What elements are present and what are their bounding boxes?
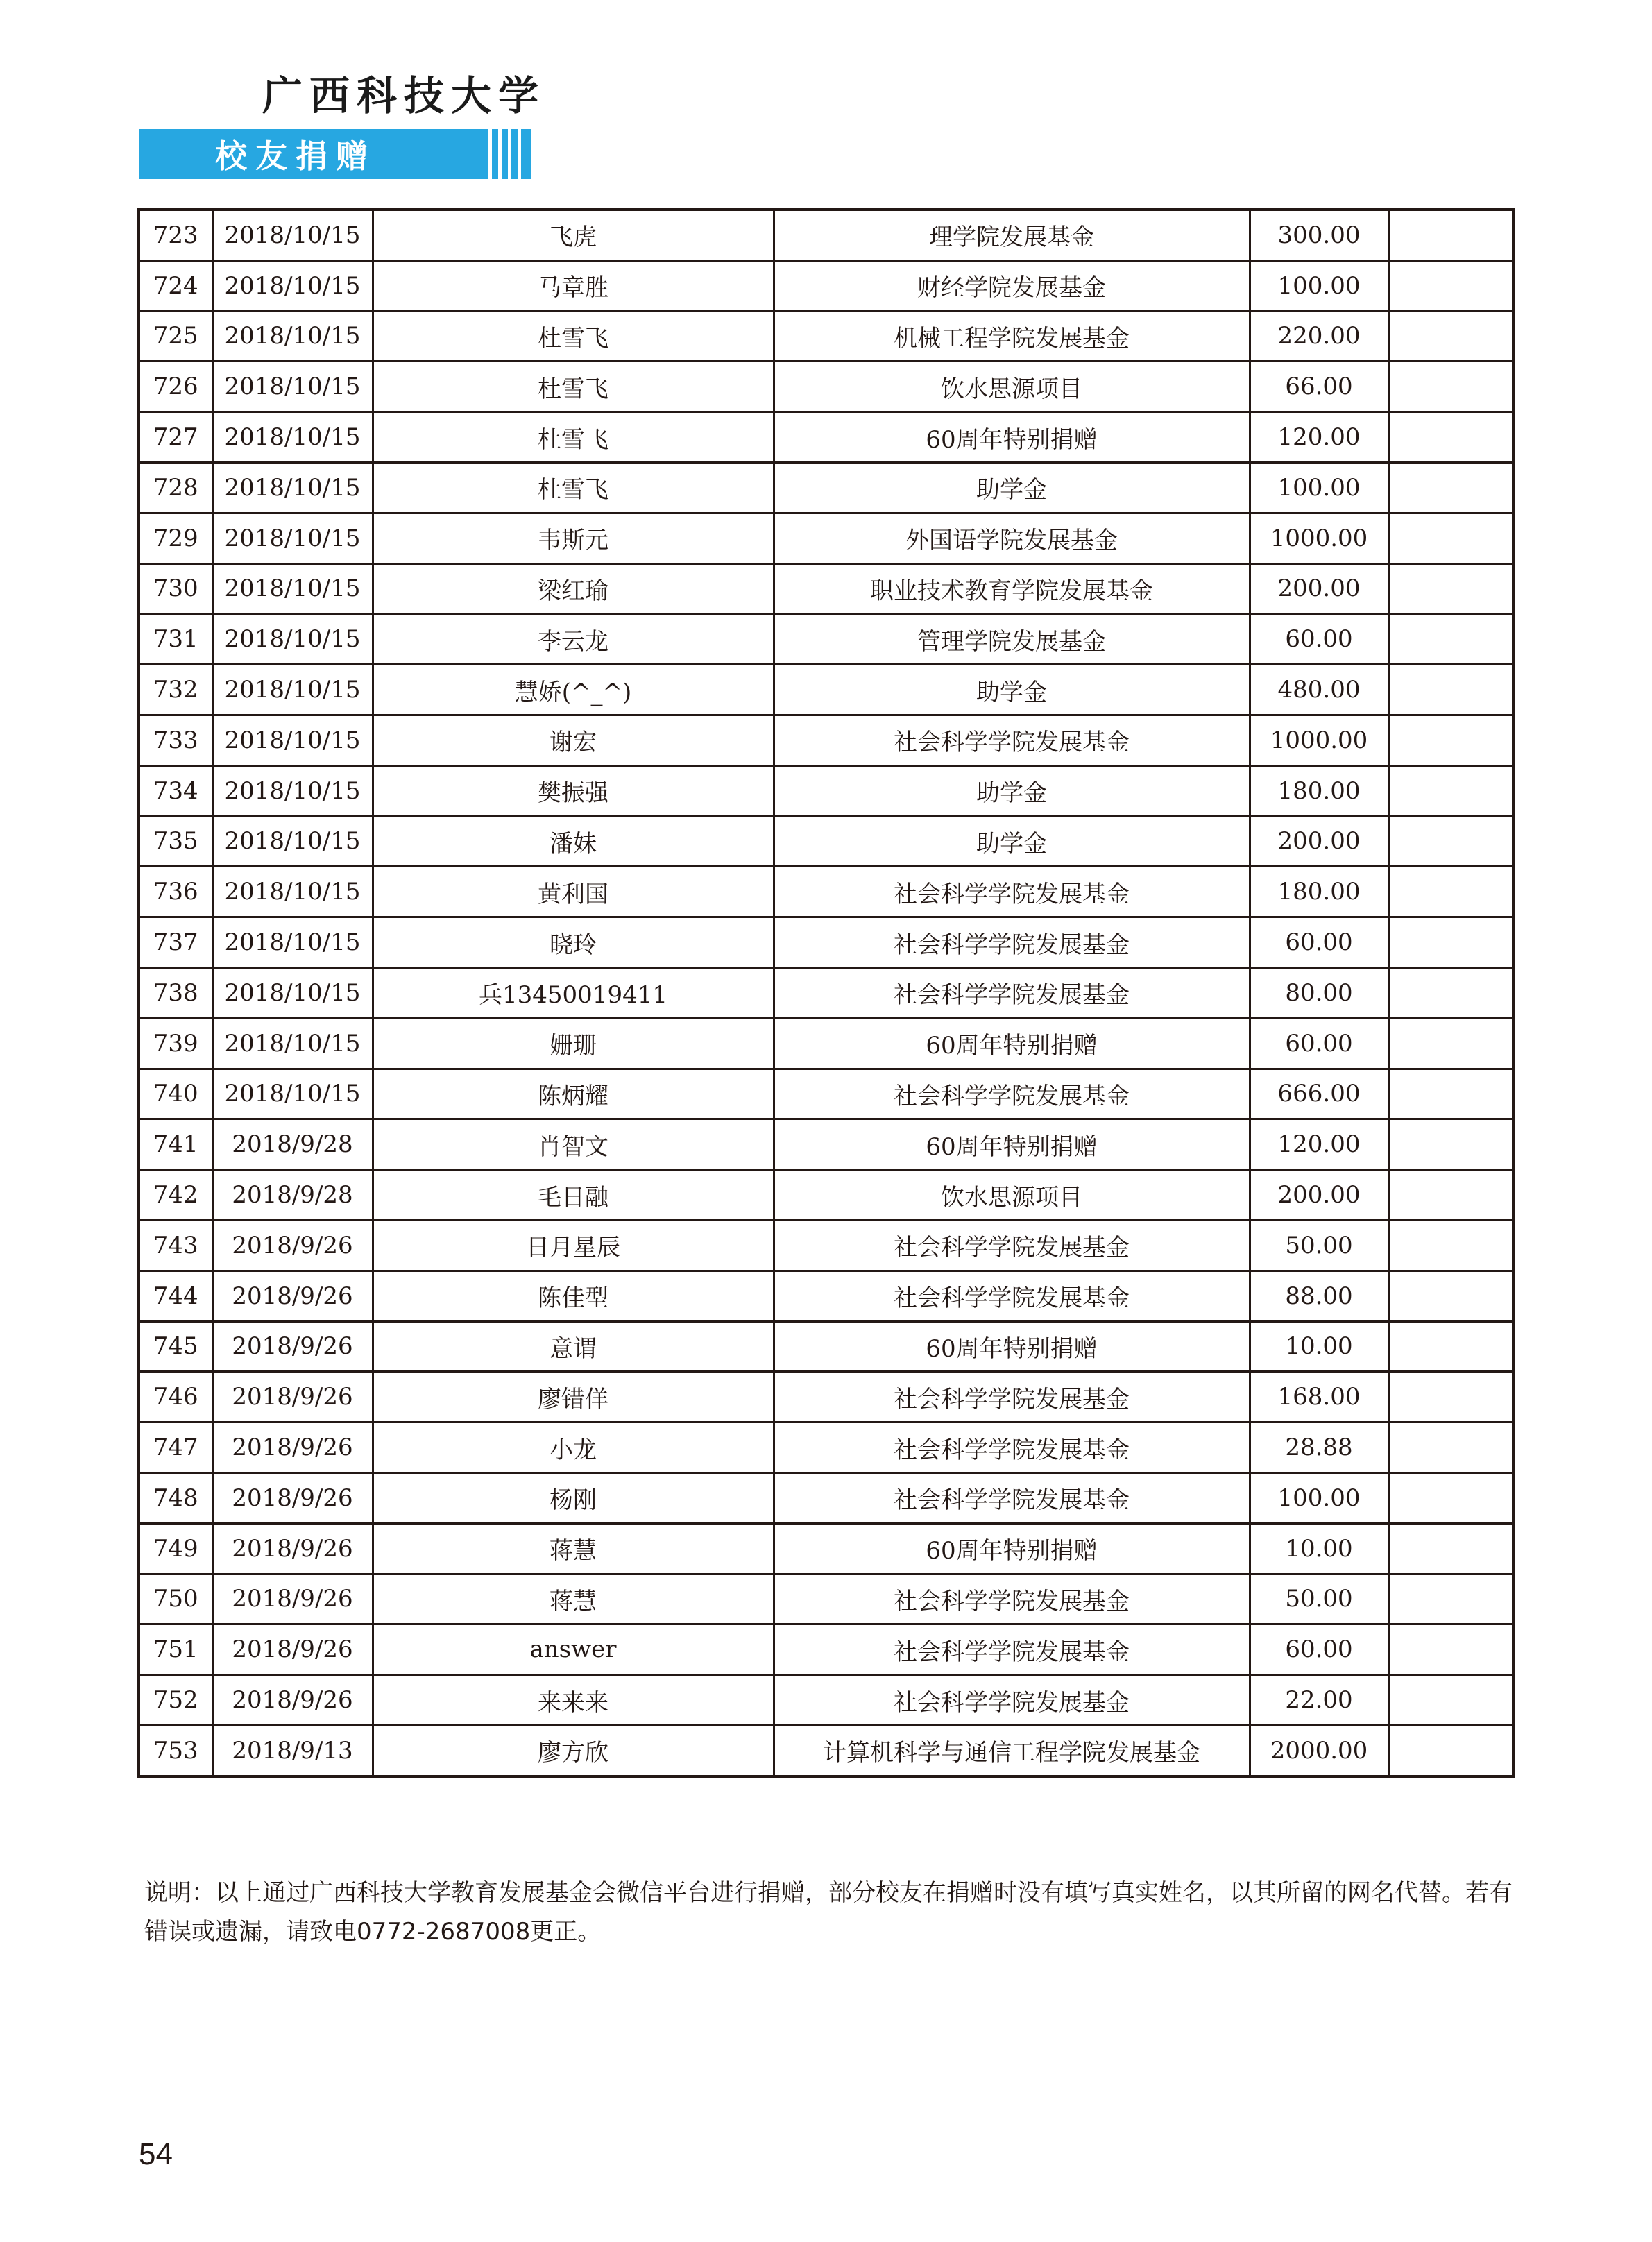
table-row xyxy=(139,1170,1513,1221)
remark-cell xyxy=(1388,412,1513,463)
fund-cell: 管理学院发展基金 xyxy=(774,614,1250,665)
amount-cell: 10.00 xyxy=(1250,1321,1388,1372)
remark-cell xyxy=(1388,1725,1513,1776)
table-row xyxy=(139,1069,1513,1119)
table-row xyxy=(139,1472,1513,1523)
serial-cell: 744 xyxy=(139,1271,212,1321)
donor-cell: 廖方欣 xyxy=(373,1725,774,1776)
date-cell: 2018/9/26 xyxy=(212,1675,373,1726)
fund-cell: 机械工程学院发展基金 xyxy=(774,311,1250,362)
serial-cell: 738 xyxy=(139,967,212,1018)
date-cell: 2018/9/26 xyxy=(212,1574,373,1624)
donor-cell: 潘妹 xyxy=(373,816,774,867)
amount-cell: 10.00 xyxy=(1250,1523,1388,1574)
fund-cell: 社会科学学院发展基金 xyxy=(774,1574,1250,1624)
serial-cell: 723 xyxy=(139,210,212,260)
amount-cell: 480.00 xyxy=(1250,665,1388,715)
fund-cell: 外国语学院发展基金 xyxy=(774,513,1250,563)
serial-cell: 737 xyxy=(139,917,212,968)
amount-cell: 120.00 xyxy=(1250,412,1388,463)
fund-cell: 职业技术教育学院发展基金 xyxy=(774,563,1250,614)
section-title: 校友捐赠 xyxy=(215,137,376,175)
serial-cell: 747 xyxy=(139,1423,212,1473)
donor-cell: 黄利国 xyxy=(373,867,774,917)
amount-cell: 66.00 xyxy=(1250,362,1388,412)
donor-cell: 杜雪飞 xyxy=(373,362,774,412)
remark-cell xyxy=(1388,765,1513,816)
date-cell: 2018/10/15 xyxy=(212,462,373,513)
remark-cell xyxy=(1388,1271,1513,1321)
remark-cell xyxy=(1388,563,1513,614)
table-row xyxy=(139,1271,1513,1321)
amount-cell: 1000.00 xyxy=(1250,715,1388,765)
date-cell: 2018/9/26 xyxy=(212,1624,373,1675)
table-row xyxy=(139,1523,1513,1574)
amount-cell: 100.00 xyxy=(1250,1472,1388,1523)
fund-cell: 60周年特别捐赠 xyxy=(774,1523,1250,1574)
serial-cell: 751 xyxy=(139,1624,212,1675)
date-cell: 2018/9/26 xyxy=(212,1220,373,1271)
date-cell: 2018/10/15 xyxy=(212,563,373,614)
table-row xyxy=(139,1321,1513,1372)
table-row xyxy=(139,462,1513,513)
remark-cell xyxy=(1388,614,1513,665)
remark-cell xyxy=(1388,462,1513,513)
donor-cell: 杜雪飞 xyxy=(373,311,774,362)
serial-cell: 731 xyxy=(139,614,212,665)
table-row xyxy=(139,1220,1513,1271)
remark-cell xyxy=(1388,816,1513,867)
fund-cell: 社会科学学院发展基金 xyxy=(774,715,1250,765)
amount-cell: 60.00 xyxy=(1250,614,1388,665)
amount-cell: 88.00 xyxy=(1250,1271,1388,1321)
amount-cell: 50.00 xyxy=(1250,1220,1388,1271)
fund-cell: 社会科学学院发展基金 xyxy=(774,1372,1250,1423)
serial-cell: 734 xyxy=(139,765,212,816)
donor-cell: 陈佳型 xyxy=(373,1271,774,1321)
serial-cell: 733 xyxy=(139,715,212,765)
donor-cell: 李云龙 xyxy=(373,614,774,665)
amount-cell: 50.00 xyxy=(1250,1574,1388,1624)
remark-cell xyxy=(1388,1472,1513,1523)
table-row xyxy=(139,765,1513,816)
date-cell: 2018/10/15 xyxy=(212,715,373,765)
remark-cell xyxy=(1388,1321,1513,1372)
donor-cell: 杨刚 xyxy=(373,1472,774,1523)
fund-cell: 社会科学学院发展基金 xyxy=(774,1624,1250,1675)
amount-cell: 1000.00 xyxy=(1250,513,1388,563)
remark-cell xyxy=(1388,1523,1513,1574)
fund-cell: 60周年特别捐赠 xyxy=(774,412,1250,463)
donor-cell: 杜雪飞 xyxy=(373,412,774,463)
table-row xyxy=(139,1574,1513,1624)
date-cell: 2018/10/15 xyxy=(212,765,373,816)
date-cell: 2018/9/28 xyxy=(212,1170,373,1221)
date-cell: 2018/10/15 xyxy=(212,513,373,563)
amount-cell: 22.00 xyxy=(1250,1675,1388,1726)
table-row xyxy=(139,715,1513,765)
remark-cell xyxy=(1388,1170,1513,1221)
date-cell: 2018/10/15 xyxy=(212,311,373,362)
table-row xyxy=(139,1119,1513,1170)
donor-cell: 蒋慧 xyxy=(373,1574,774,1624)
amount-cell: 180.00 xyxy=(1250,765,1388,816)
page-number: 54 xyxy=(139,2137,173,2171)
remark-cell xyxy=(1388,1423,1513,1473)
serial-cell: 728 xyxy=(139,462,212,513)
remark-cell xyxy=(1388,867,1513,917)
fund-cell: 社会科学学院发展基金 xyxy=(774,1069,1250,1119)
fund-cell: 社会科学学院发展基金 xyxy=(774,1423,1250,1473)
serial-cell: 748 xyxy=(139,1472,212,1523)
table-row xyxy=(139,917,1513,968)
amount-cell: 200.00 xyxy=(1250,1170,1388,1221)
amount-cell: 120.00 xyxy=(1250,1119,1388,1170)
fund-cell: 社会科学学院发展基金 xyxy=(774,1675,1250,1726)
date-cell: 2018/10/15 xyxy=(212,412,373,463)
serial-cell: 745 xyxy=(139,1321,212,1372)
fund-cell: 社会科学学院发展基金 xyxy=(774,1220,1250,1271)
donor-cell: 蒋慧 xyxy=(373,1523,774,1574)
date-cell: 2018/9/26 xyxy=(212,1321,373,1372)
serial-cell: 743 xyxy=(139,1220,212,1271)
table-row xyxy=(139,412,1513,463)
donation-table xyxy=(137,208,1515,1778)
date-cell: 2018/9/26 xyxy=(212,1523,373,1574)
remark-cell xyxy=(1388,362,1513,412)
donor-cell: 杜雪飞 xyxy=(373,462,774,513)
fund-cell: 60周年特别捐赠 xyxy=(774,1018,1250,1069)
donor-cell: 兵13450019411 xyxy=(373,967,774,1018)
university-title: 广西科技大学 xyxy=(262,72,546,119)
donor-cell: 廖错佯 xyxy=(373,1372,774,1423)
fund-cell: 财经学院发展基金 xyxy=(774,260,1250,311)
donor-cell: 谢宏 xyxy=(373,715,774,765)
amount-cell: 60.00 xyxy=(1250,917,1388,968)
amount-cell: 220.00 xyxy=(1250,311,1388,362)
donor-cell: 意谓 xyxy=(373,1321,774,1372)
remark-cell xyxy=(1388,513,1513,563)
table-row xyxy=(139,665,1513,715)
serial-cell: 750 xyxy=(139,1574,212,1624)
fund-cell: 社会科学学院发展基金 xyxy=(774,917,1250,968)
fund-cell: 社会科学学院发展基金 xyxy=(774,867,1250,917)
serial-cell: 742 xyxy=(139,1170,212,1221)
table-row xyxy=(139,1423,1513,1473)
remark-cell xyxy=(1388,1069,1513,1119)
donor-cell: 肖智文 xyxy=(373,1119,774,1170)
remark-cell xyxy=(1388,1119,1513,1170)
table-row xyxy=(139,1372,1513,1423)
donor-cell: 飞虎 xyxy=(373,210,774,260)
remark-cell xyxy=(1388,1624,1513,1675)
fund-cell: 60周年特别捐赠 xyxy=(774,1321,1250,1372)
date-cell: 2018/10/15 xyxy=(212,1069,373,1119)
date-cell: 2018/9/26 xyxy=(212,1423,373,1473)
amount-cell: 60.00 xyxy=(1250,1018,1388,1069)
amount-cell: 300.00 xyxy=(1250,210,1388,260)
amount-cell: 80.00 xyxy=(1250,967,1388,1018)
date-cell: 2018/10/15 xyxy=(212,967,373,1018)
date-cell: 2018/9/26 xyxy=(212,1271,373,1321)
date-cell: 2018/10/15 xyxy=(212,260,373,311)
donor-cell: 慧娇(^_^) xyxy=(373,665,774,715)
fund-cell: 社会科学学院发展基金 xyxy=(774,1271,1250,1321)
table-row xyxy=(139,1725,1513,1776)
date-cell: 2018/10/15 xyxy=(212,614,373,665)
section-banner xyxy=(139,129,531,179)
remark-cell xyxy=(1388,917,1513,968)
date-cell: 2018/9/28 xyxy=(212,1119,373,1170)
date-cell: 2018/9/13 xyxy=(212,1725,373,1776)
table-row xyxy=(139,362,1513,412)
donor-cell: 樊振强 xyxy=(373,765,774,816)
date-cell: 2018/9/26 xyxy=(212,1372,373,1423)
serial-cell: 752 xyxy=(139,1675,212,1726)
remark-cell xyxy=(1388,1018,1513,1069)
date-cell: 2018/10/15 xyxy=(212,1018,373,1069)
remark-cell xyxy=(1388,715,1513,765)
fund-cell: 助学金 xyxy=(774,765,1250,816)
serial-cell: 749 xyxy=(139,1523,212,1574)
donor-cell: 来来来 xyxy=(373,1675,774,1726)
remark-cell xyxy=(1388,1675,1513,1726)
table-row xyxy=(139,1018,1513,1069)
table-row xyxy=(139,614,1513,665)
table-row xyxy=(139,210,1513,260)
remark-cell xyxy=(1388,665,1513,715)
amount-cell: 180.00 xyxy=(1250,867,1388,917)
serial-cell: 730 xyxy=(139,563,212,614)
remark-cell xyxy=(1388,311,1513,362)
fund-cell: 社会科学学院发展基金 xyxy=(774,967,1250,1018)
amount-cell: 200.00 xyxy=(1250,816,1388,867)
fund-cell: 理学院发展基金 xyxy=(774,210,1250,260)
serial-cell: 740 xyxy=(139,1069,212,1119)
serial-cell: 741 xyxy=(139,1119,212,1170)
amount-cell: 28.88 xyxy=(1250,1423,1388,1473)
remark-cell xyxy=(1388,260,1513,311)
banner-stripes-decoration xyxy=(486,129,531,179)
fund-cell: 饮水思源项目 xyxy=(774,362,1250,412)
remark-cell xyxy=(1388,1220,1513,1271)
amount-cell: 100.00 xyxy=(1250,260,1388,311)
remark-cell xyxy=(1388,967,1513,1018)
serial-cell: 736 xyxy=(139,867,212,917)
donor-cell: 马章胜 xyxy=(373,260,774,311)
donor-cell: 晓玲 xyxy=(373,917,774,968)
serial-cell: 732 xyxy=(139,665,212,715)
donor-cell: 陈炳耀 xyxy=(373,1069,774,1119)
serial-cell: 726 xyxy=(139,362,212,412)
donor-cell: 毛日融 xyxy=(373,1170,774,1221)
serial-cell: 724 xyxy=(139,260,212,311)
fund-cell: 社会科学学院发展基金 xyxy=(774,1472,1250,1523)
table-row xyxy=(139,563,1513,614)
serial-cell: 725 xyxy=(139,311,212,362)
table-row xyxy=(139,867,1513,917)
fund-cell: 饮水思源项目 xyxy=(774,1170,1250,1221)
table-row xyxy=(139,816,1513,867)
donor-cell: answer xyxy=(373,1624,774,1675)
date-cell: 2018/10/15 xyxy=(212,665,373,715)
donor-cell: 梁红瑜 xyxy=(373,563,774,614)
serial-cell: 735 xyxy=(139,816,212,867)
serial-cell: 727 xyxy=(139,412,212,463)
table-row xyxy=(139,1675,1513,1726)
date-cell: 2018/10/15 xyxy=(212,210,373,260)
serial-cell: 739 xyxy=(139,1018,212,1069)
donor-cell: 小龙 xyxy=(373,1423,774,1473)
serial-cell: 729 xyxy=(139,513,212,563)
date-cell: 2018/9/26 xyxy=(212,1472,373,1523)
remark-cell xyxy=(1388,210,1513,260)
donor-cell: 日月星辰 xyxy=(373,1220,774,1271)
table-row xyxy=(139,1624,1513,1675)
donation-table-body xyxy=(139,210,1513,1776)
remark-cell xyxy=(1388,1574,1513,1624)
date-cell: 2018/10/15 xyxy=(212,816,373,867)
amount-cell: 666.00 xyxy=(1250,1069,1388,1119)
date-cell: 2018/10/15 xyxy=(212,362,373,412)
fund-cell: 60周年特别捐赠 xyxy=(774,1119,1250,1170)
fund-cell: 助学金 xyxy=(774,816,1250,867)
serial-cell: 746 xyxy=(139,1372,212,1423)
date-cell: 2018/10/15 xyxy=(212,917,373,968)
amount-cell: 2000.00 xyxy=(1250,1725,1388,1776)
amount-cell: 60.00 xyxy=(1250,1624,1388,1675)
amount-cell: 168.00 xyxy=(1250,1372,1388,1423)
amount-cell: 100.00 xyxy=(1250,462,1388,513)
table-row xyxy=(139,260,1513,311)
table-row xyxy=(139,967,1513,1018)
donor-cell: 姗珊 xyxy=(373,1018,774,1069)
date-cell: 2018/10/15 xyxy=(212,867,373,917)
remark-cell xyxy=(1388,1372,1513,1423)
fund-cell: 计算机科学与通信工程学院发展基金 xyxy=(774,1725,1250,1776)
fund-cell: 助学金 xyxy=(774,665,1250,715)
amount-cell: 200.00 xyxy=(1250,563,1388,614)
donor-cell: 韦斯元 xyxy=(373,513,774,563)
table-row xyxy=(139,311,1513,362)
footnote: 说明：以上通过广西科技大学教育发展基金会微信平台进行捐赠，部分校友在捐赠时没有填写真实姓名，以其所留的网名代替。若有错误或遗漏，请致电0772-2687008更正。 xyxy=(144,1879,1513,1946)
fund-cell: 助学金 xyxy=(774,462,1250,513)
table-row xyxy=(139,513,1513,563)
serial-cell: 753 xyxy=(139,1725,212,1776)
